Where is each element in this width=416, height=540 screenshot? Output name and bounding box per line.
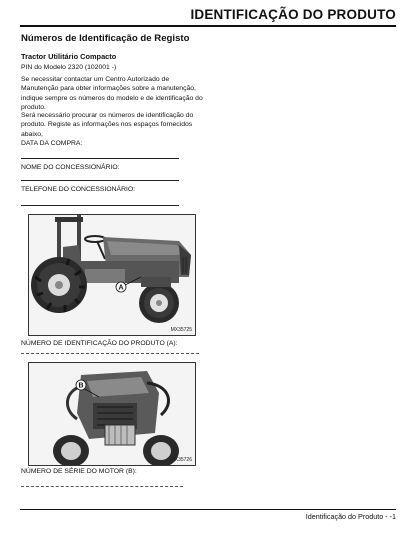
product-id-label: NÚMERO DE IDENTIFICAÇÃO DO PRODUTO (A):	[21, 340, 178, 347]
section-title: Números de Identificação de Registo	[21, 33, 190, 44]
tractor-illustration	[29, 215, 196, 336]
page-footer: Identificação do Produto - -1	[305, 512, 396, 521]
footer-rule	[20, 509, 396, 510]
callout-b: B	[78, 382, 84, 390]
engine-photo	[28, 362, 196, 466]
engine-illustration	[29, 363, 196, 466]
callout-a: A	[118, 284, 124, 292]
page-header	[20, 6, 396, 27]
tractor-photo	[28, 214, 196, 336]
engine-serial-line	[21, 486, 183, 487]
purchase-date-label: DATA DA COMPRA:	[21, 140, 83, 147]
figure2-code: MX35726	[170, 457, 192, 463]
dealer-phone-label: TELEFONE DO CONCESSIONÁRIO:	[21, 186, 136, 193]
purchase-date-line	[21, 158, 179, 159]
engine-serial-label: NÚMERO DE SÉRIE DO MOTOR (B):	[21, 468, 137, 475]
dealer-phone-line	[21, 205, 179, 206]
figure1-code: MX35725	[170, 327, 192, 333]
dealer-name-label: NOME DO CONCESSIONÁRIO:	[21, 164, 120, 171]
section-subtitle: Tractor Utilitário Compacto	[21, 52, 117, 61]
page-title: IDENTIFICAÇÃO DO PRODUTO	[190, 7, 396, 22]
instruction-paragraph: Será necessário procurar os números de identificação do produto. Registe as informações nos espaços fornecidos abaixo,	[21, 112, 194, 138]
product-id-line	[21, 353, 199, 354]
pin-line: PIN do Modelo 2320 (102001 -)	[21, 64, 117, 71]
dealer-name-line	[21, 180, 179, 181]
intro-paragraph: Se necessitar contactar um Centro Autorizado de Manutenção para obter informações sobre a manutenção, indique sempre os números do modelo e de identificação do produto.	[21, 76, 203, 111]
